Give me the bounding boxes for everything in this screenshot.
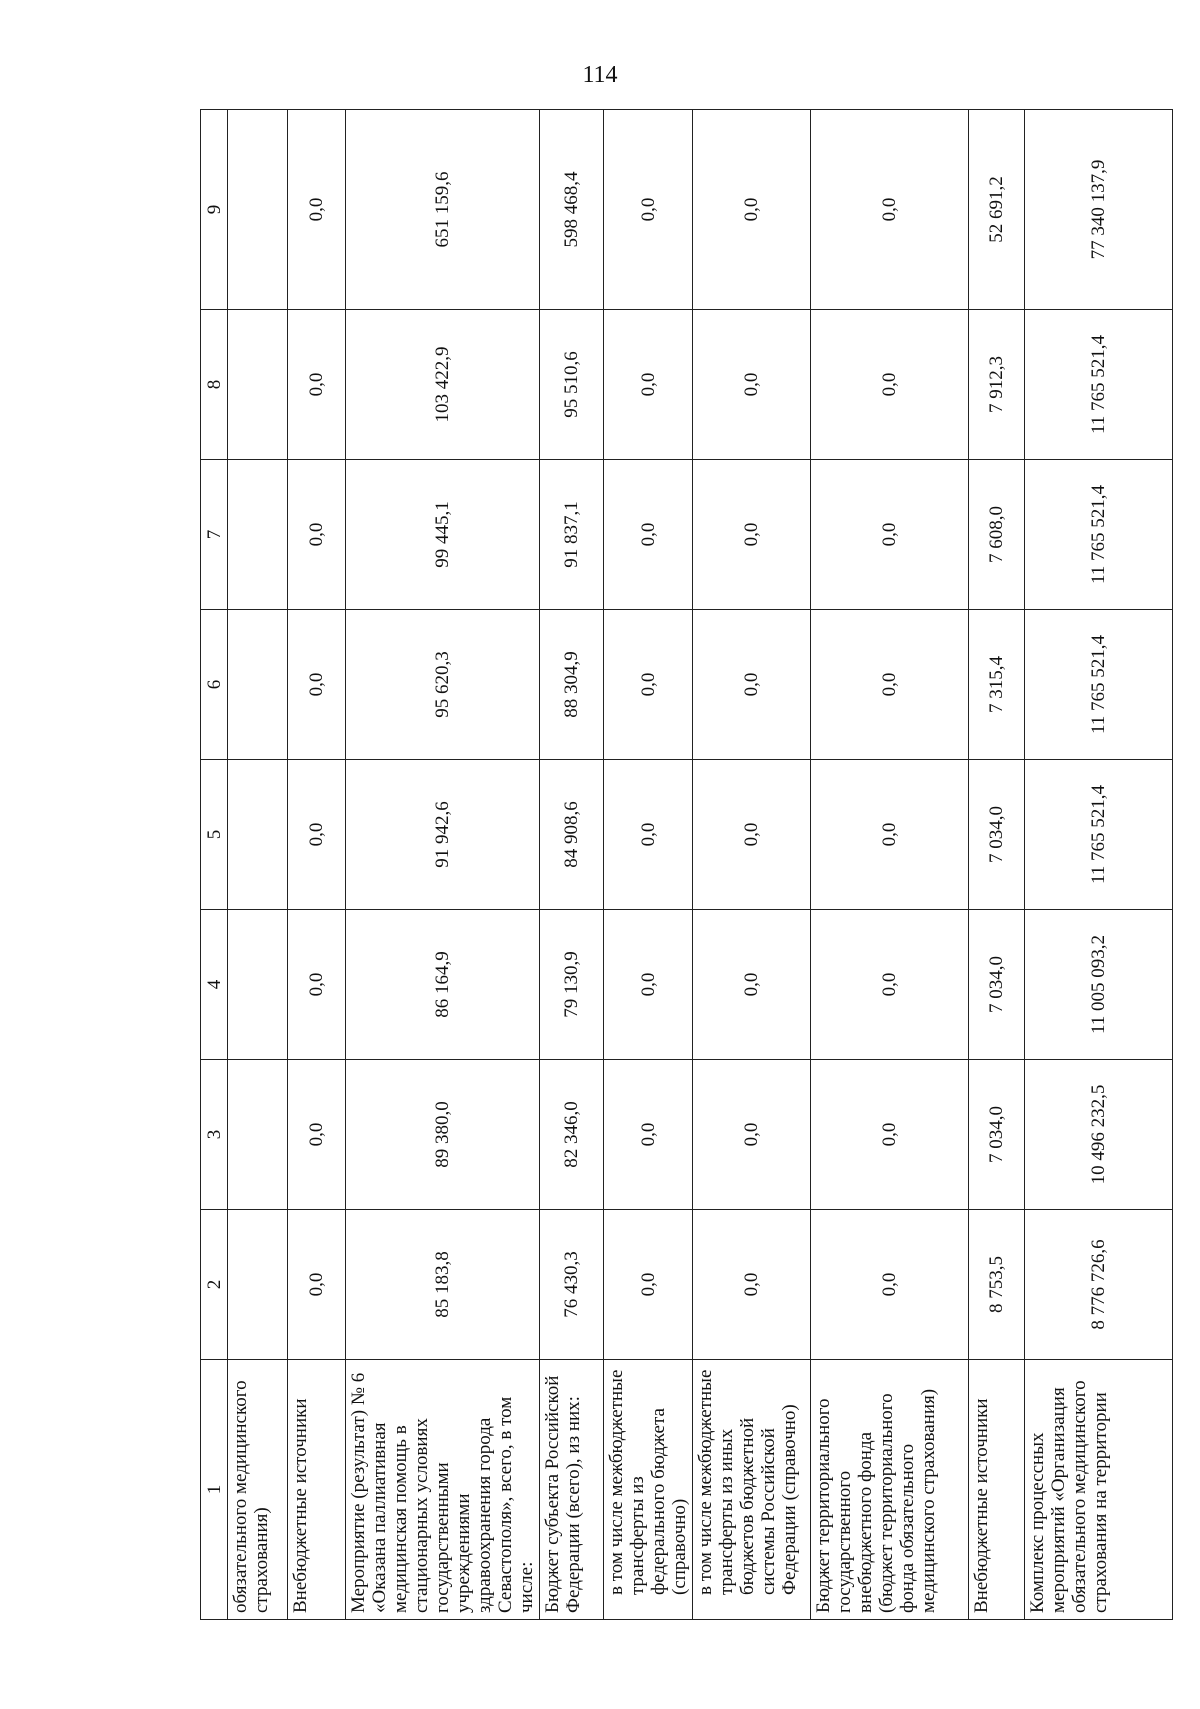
value-cell <box>228 1210 288 1360</box>
value-cell: 11 765 521,4 <box>1025 760 1173 910</box>
budget-table <box>200 109 1173 1620</box>
value-cell: 76 430,3 <box>540 1210 604 1360</box>
value-cell: 0,0 <box>811 110 969 310</box>
col-header: 4 <box>201 910 228 1060</box>
table-row <box>1025 110 1173 1620</box>
value-cell: 88 304,9 <box>540 610 604 760</box>
value-cell: 86 164,9 <box>346 910 540 1060</box>
value-cell: 7 315,4 <box>969 610 1025 760</box>
table-row <box>288 110 346 1620</box>
value-cell: 0,0 <box>604 460 693 610</box>
row-label: Бюджет территориального государственного внебюджетного фонда (бюджет территориального фонда обязательного медицинского страхования) <box>811 1360 969 1620</box>
value-cell: 11 765 521,4 <box>1025 460 1173 610</box>
value-cell: 95 510,6 <box>540 310 604 460</box>
table-row <box>969 110 1025 1620</box>
value-cell <box>228 460 288 610</box>
col-header: 1 <box>201 1360 228 1620</box>
row-label: в том числе межбюджетные трансферты из иных бюджетов бюджетной системы Российской Федерации (справочно) <box>693 1360 811 1620</box>
value-cell: 598 468,4 <box>540 110 604 310</box>
value-cell: 0,0 <box>811 610 969 760</box>
col-header: 5 <box>201 760 228 910</box>
value-cell: 0,0 <box>288 1210 346 1360</box>
value-cell: 11 765 521,4 <box>1025 310 1173 460</box>
table-body <box>228 110 1173 1620</box>
table-row <box>693 110 811 1620</box>
value-cell: 0,0 <box>604 310 693 460</box>
value-cell: 89 380,0 <box>346 1060 540 1210</box>
value-cell: 99 445,1 <box>346 460 540 610</box>
row-label: Бюджет субъекта Российской Федерации (всего), из них: <box>540 1360 604 1620</box>
value-cell: 7 912,3 <box>969 310 1025 460</box>
value-cell: 0,0 <box>288 610 346 760</box>
value-cell: 0,0 <box>811 760 969 910</box>
col-header: 7 <box>201 460 228 610</box>
value-cell: 0,0 <box>811 1210 969 1360</box>
table-row <box>228 110 288 1620</box>
value-cell: 0,0 <box>693 760 811 910</box>
col-header: 9 <box>201 110 228 310</box>
value-cell: 77 340 137,9 <box>1025 110 1173 310</box>
col-header: 3 <box>201 1060 228 1210</box>
value-cell: 0,0 <box>693 460 811 610</box>
table-row <box>346 110 540 1620</box>
row-label: Комплекс процессных мероприятий «Организация обязательного медицинского страхования на территории <box>1025 1360 1173 1620</box>
value-cell: 0,0 <box>693 1210 811 1360</box>
value-cell: 52 691,2 <box>969 110 1025 310</box>
value-cell: 8 753,5 <box>969 1210 1025 1360</box>
value-cell: 0,0 <box>288 910 346 1060</box>
col-header: 2 <box>201 1210 228 1360</box>
value-cell: 0,0 <box>604 910 693 1060</box>
col-header: 6 <box>201 610 228 760</box>
value-cell: 0,0 <box>288 760 346 910</box>
value-cell: 0,0 <box>604 1060 693 1210</box>
table-row <box>811 110 969 1620</box>
value-cell: 0,0 <box>693 1060 811 1210</box>
value-cell: 0,0 <box>693 310 811 460</box>
value-cell: 0,0 <box>604 1210 693 1360</box>
value-cell: 11 005 093,2 <box>1025 910 1173 1060</box>
value-cell: 82 346,0 <box>540 1060 604 1210</box>
col-header: 8 <box>201 310 228 460</box>
row-label: обязательного медицинского страхования) <box>228 1360 288 1620</box>
row-label: Внебюджетные источники <box>969 1360 1025 1620</box>
value-cell <box>228 310 288 460</box>
value-cell <box>228 1060 288 1210</box>
value-cell: 0,0 <box>288 310 346 460</box>
value-cell <box>228 610 288 760</box>
value-cell: 0,0 <box>604 760 693 910</box>
value-cell: 0,0 <box>811 910 969 1060</box>
value-cell: 10 496 232,5 <box>1025 1060 1173 1210</box>
value-cell: 95 620,3 <box>346 610 540 760</box>
table-row <box>604 110 693 1620</box>
value-cell: 91 942,6 <box>346 760 540 910</box>
value-cell <box>228 760 288 910</box>
value-cell: 85 183,8 <box>346 1210 540 1360</box>
header-row <box>201 110 228 1620</box>
page-number: 114 <box>582 62 618 88</box>
value-cell: 0,0 <box>604 610 693 760</box>
value-cell: 0,0 <box>693 610 811 760</box>
value-cell: 7 034,0 <box>969 760 1025 910</box>
value-cell: 0,0 <box>811 310 969 460</box>
rotated-table-frame <box>200 110 1111 1620</box>
value-cell: 84 908,6 <box>540 760 604 910</box>
value-cell: 8 776 726,6 <box>1025 1210 1173 1360</box>
value-cell: 651 159,6 <box>346 110 540 310</box>
row-label: Внебюджетные источники <box>288 1360 346 1620</box>
value-cell: 11 765 521,4 <box>1025 610 1173 760</box>
row-label: в том числе межбюджетные трансферты из федерального бюджета (справочно) <box>604 1360 693 1620</box>
table-row <box>540 110 604 1620</box>
value-cell: 7 034,0 <box>969 1060 1025 1210</box>
value-cell: 7 034,0 <box>969 910 1025 1060</box>
value-cell: 0,0 <box>288 1060 346 1210</box>
value-cell: 79 130,9 <box>540 910 604 1060</box>
value-cell: 91 837,1 <box>540 460 604 610</box>
value-cell <box>228 910 288 1060</box>
value-cell: 7 608,0 <box>969 460 1025 610</box>
value-cell: 0,0 <box>604 110 693 310</box>
value-cell <box>228 110 288 310</box>
row-label: Мероприятие (результат) № 6 «Оказана паллиативная медицинская помощь в стационарных условиях государственными учреждениями здравоохранения города Севастополя», всего, в том числе: <box>346 1360 540 1620</box>
value-cell: 0,0 <box>693 910 811 1060</box>
value-cell: 0,0 <box>693 110 811 310</box>
value-cell: 0,0 <box>288 110 346 310</box>
value-cell: 0,0 <box>811 460 969 610</box>
value-cell: 103 422,9 <box>346 310 540 460</box>
value-cell: 0,0 <box>288 460 346 610</box>
value-cell: 0,0 <box>811 1060 969 1210</box>
